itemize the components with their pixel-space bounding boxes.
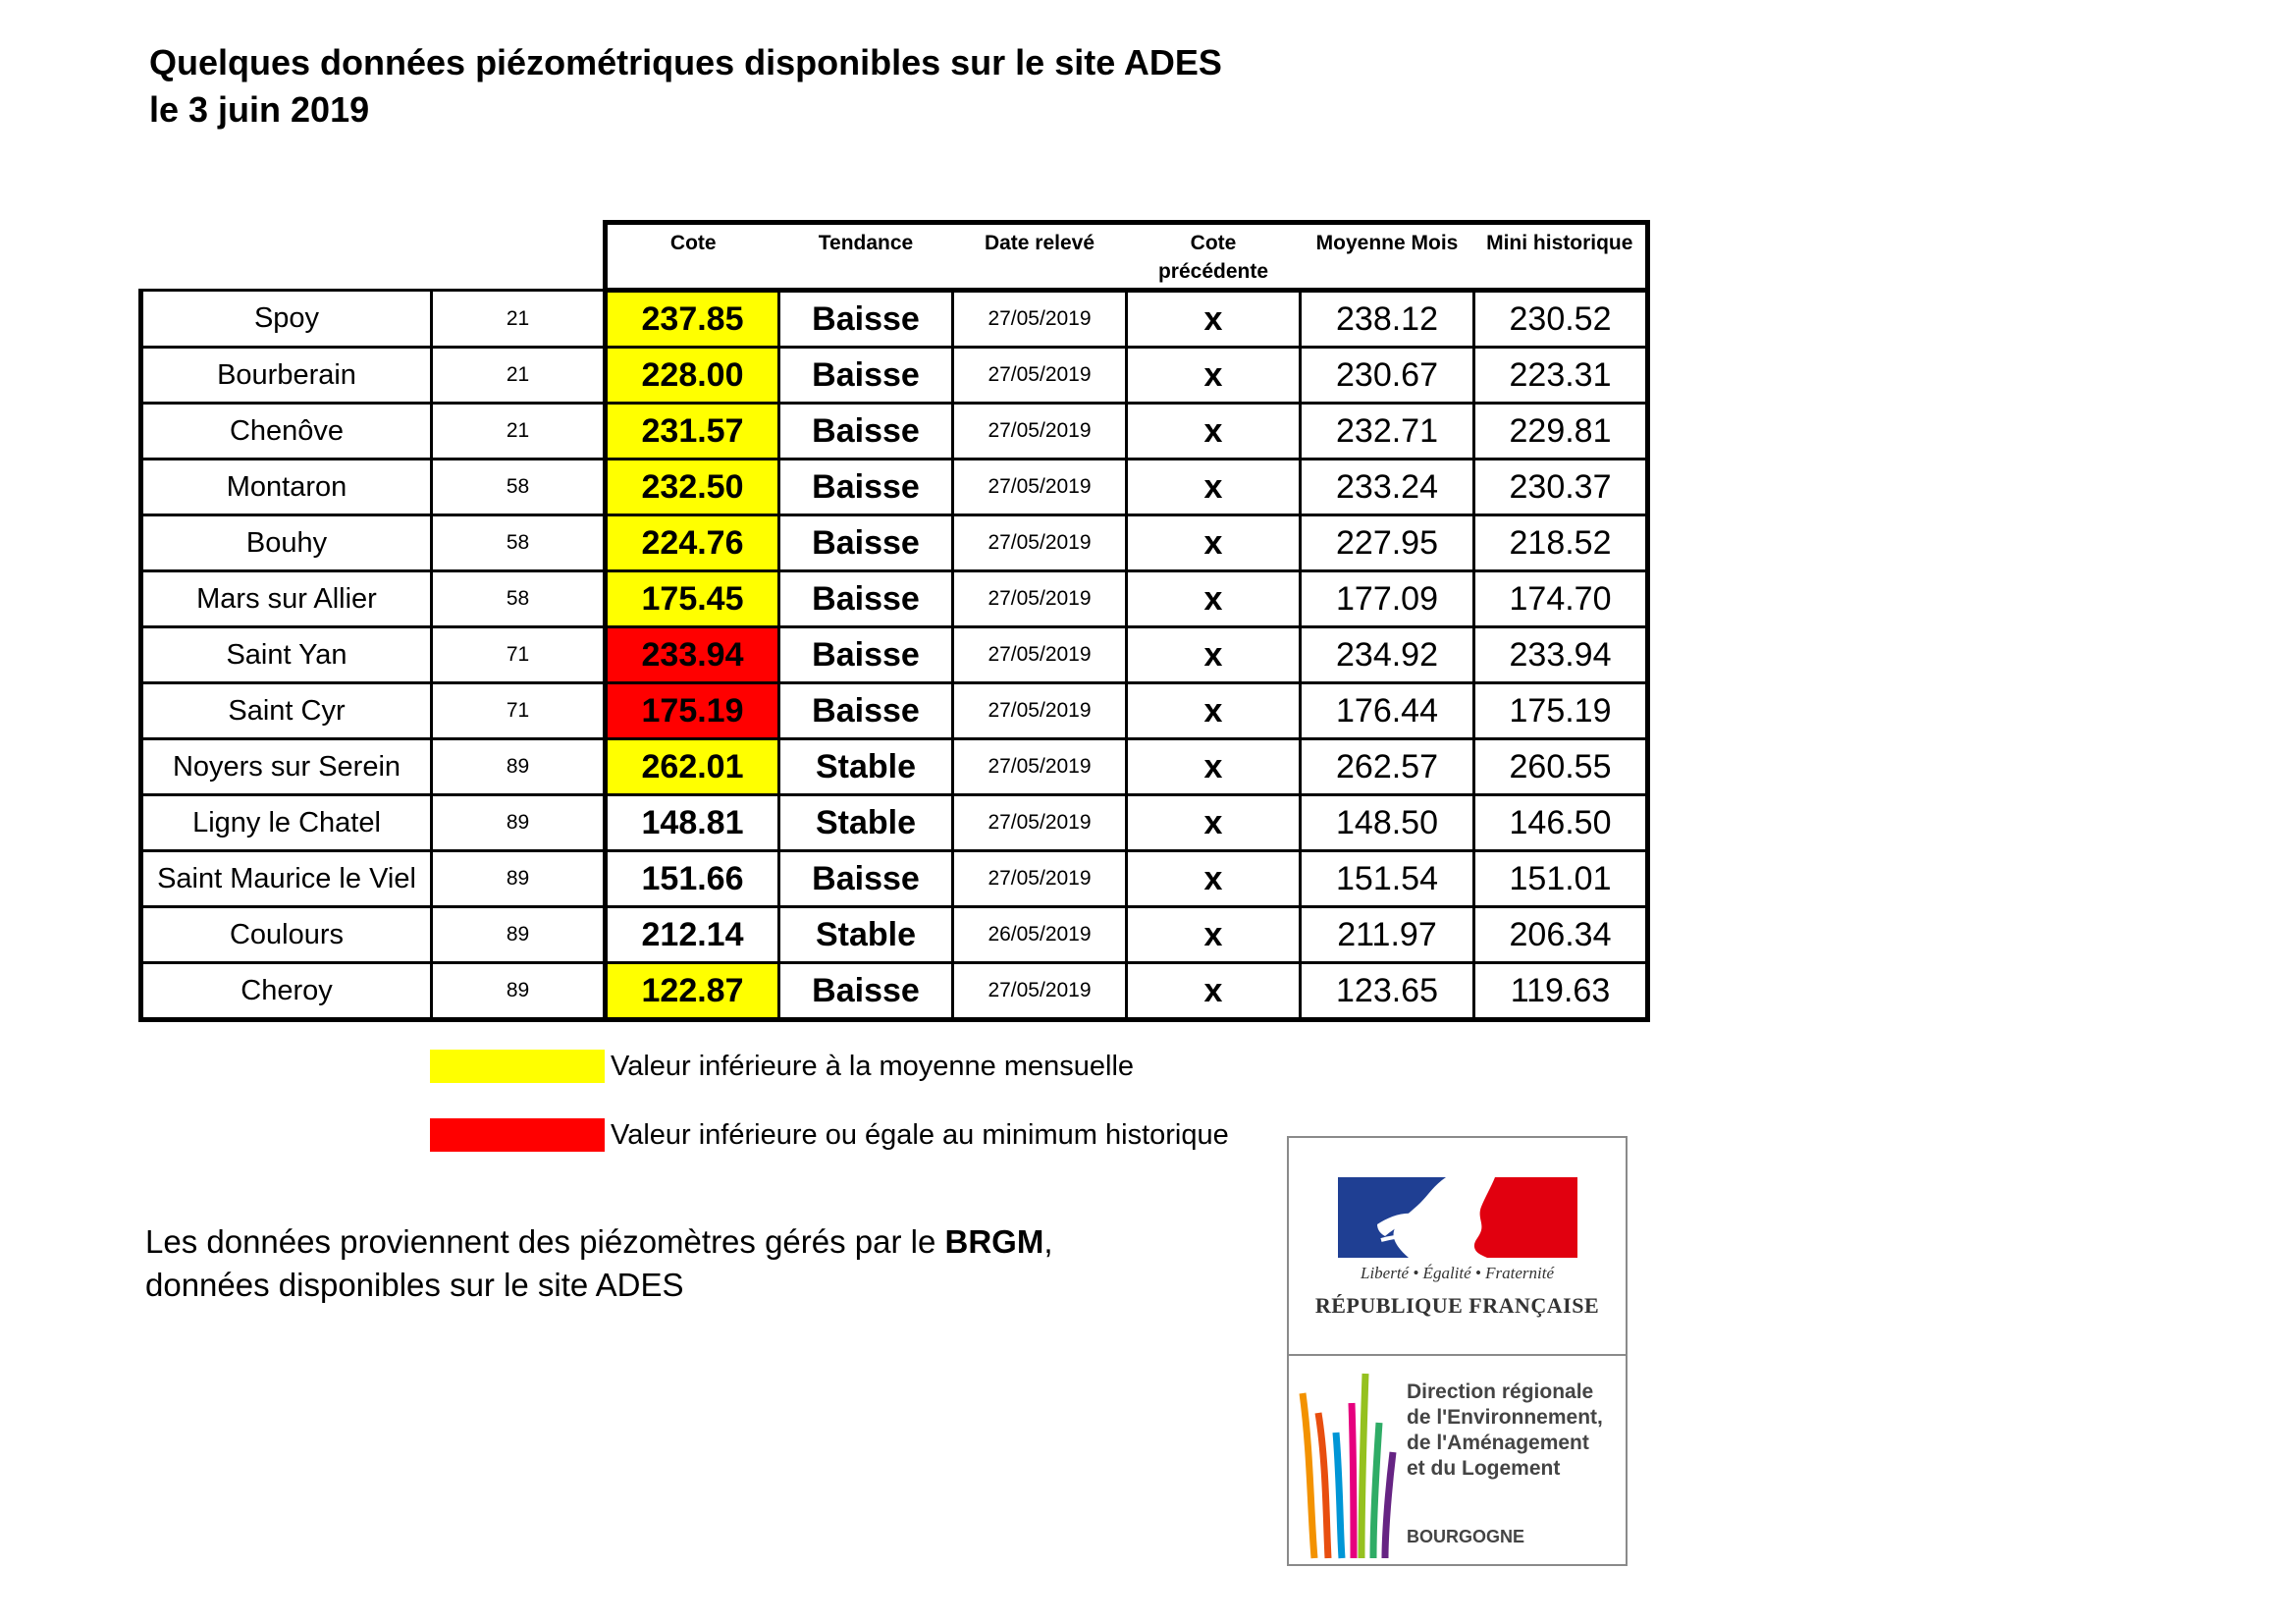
logo-dreal-line-2: de l'Environnement,: [1407, 1406, 1603, 1429]
cell-site: Montaron: [141, 460, 432, 515]
cell-precedente: x: [1127, 515, 1301, 571]
cell-mini: 233.94: [1474, 627, 1648, 683]
table-row: [141, 683, 1648, 739]
cell-date: 27/05/2019: [953, 348, 1127, 404]
source-line-2: données disponibles sur le site ADES: [145, 1267, 684, 1303]
table-row: [141, 907, 1648, 963]
cell-precedente: x: [1127, 627, 1301, 683]
cell-mini: 174.70: [1474, 571, 1648, 627]
logo-dreal-text: [1407, 1380, 1623, 1482]
cell-mini: 230.37: [1474, 460, 1648, 515]
legend-red-swatch: [430, 1118, 605, 1152]
cell-tendance: Baisse: [779, 851, 953, 907]
header-mini-historique: Mini historique: [1474, 223, 1648, 291]
cell-date: 27/05/2019: [953, 404, 1127, 460]
cell-site: Mars sur Allier: [141, 571, 432, 627]
legend-yellow-label: Valeur inférieure à la moyenne mensuelle: [611, 1051, 1135, 1082]
header-cote-precedente-line1: Cote: [1190, 232, 1237, 254]
header-moyenne-mois: Moyenne Mois: [1301, 223, 1474, 291]
cell-precedente: x: [1127, 851, 1301, 907]
cell-site: Spoy: [141, 291, 432, 348]
cell-moyenne: 211.97: [1301, 907, 1474, 963]
cell-cote: 232.50: [606, 460, 779, 515]
cell-dept: 58: [432, 515, 606, 571]
cell-dept: 58: [432, 571, 606, 627]
dreal-bars-icon: [1297, 1364, 1415, 1560]
cell-precedente: x: [1127, 683, 1301, 739]
table-row: [141, 404, 1648, 460]
cell-cote: 237.85: [606, 291, 779, 348]
title-line-2: le 3 juin 2019: [149, 89, 370, 130]
cell-dept: 89: [432, 907, 606, 963]
table-row: [141, 515, 1648, 571]
cell-precedente: x: [1127, 460, 1301, 515]
table-row: [141, 460, 1648, 515]
cell-cote: 224.76: [606, 515, 779, 571]
cell-site: Cheroy: [141, 963, 432, 1020]
table-row: [141, 963, 1648, 1020]
cell-moyenne: 177.09: [1301, 571, 1474, 627]
source-note: [145, 1220, 1053, 1307]
cell-dept: 89: [432, 851, 606, 907]
cell-cote: 175.19: [606, 683, 779, 739]
cell-dept: 21: [432, 348, 606, 404]
cell-precedente: x: [1127, 348, 1301, 404]
cell-precedente: x: [1127, 795, 1301, 851]
cell-tendance: Baisse: [779, 460, 953, 515]
header-cote: Cote: [606, 223, 779, 291]
cell-site: Ligny le Chatel: [141, 795, 432, 851]
cell-site: Bourberain: [141, 348, 432, 404]
cell-date: 27/05/2019: [953, 683, 1127, 739]
cell-moyenne: 176.44: [1301, 683, 1474, 739]
cell-cote: 212.14: [606, 907, 779, 963]
cell-moyenne: 227.95: [1301, 515, 1474, 571]
cell-mini: 119.63: [1474, 963, 1648, 1020]
cell-site: Coulours: [141, 907, 432, 963]
cell-site: Chenôve: [141, 404, 432, 460]
table-row: [141, 627, 1648, 683]
cell-tendance: Baisse: [779, 963, 953, 1020]
table-row: [141, 291, 1648, 348]
header-blank-site: [141, 223, 432, 291]
cell-dept: 58: [432, 460, 606, 515]
cell-date: 27/05/2019: [953, 739, 1127, 795]
logo-dreal-line-1: Direction régionale: [1407, 1380, 1594, 1403]
cell-moyenne: 230.67: [1301, 348, 1474, 404]
cell-mini: 146.50: [1474, 795, 1648, 851]
cell-moyenne: 234.92: [1301, 627, 1474, 683]
cell-tendance: Baisse: [779, 348, 953, 404]
cell-precedente: x: [1127, 571, 1301, 627]
cell-cote: 175.45: [606, 571, 779, 627]
cell-mini: 151.01: [1474, 851, 1648, 907]
cell-precedente: x: [1127, 907, 1301, 963]
cell-dept: 89: [432, 795, 606, 851]
source-line-1-text: Les données proviennent des piézomètres gérés par le: [145, 1223, 945, 1260]
cell-precedente: x: [1127, 291, 1301, 348]
cell-mini: 230.52: [1474, 291, 1648, 348]
cell-moyenne: 233.24: [1301, 460, 1474, 515]
cell-date: 27/05/2019: [953, 515, 1127, 571]
header-cote-precedente-line2: précédente: [1157, 260, 1269, 283]
logo-dreal-line-4: et du Logement: [1407, 1457, 1561, 1480]
cell-date: 27/05/2019: [953, 291, 1127, 348]
marianne-flag-icon: [1338, 1177, 1577, 1258]
cell-site: Saint Maurice le Viel: [141, 851, 432, 907]
logo-dreal-line-3: de l'Aménagement: [1407, 1432, 1589, 1454]
cell-tendance: Baisse: [779, 627, 953, 683]
cell-dept: 89: [432, 739, 606, 795]
source-line-1-end: ,: [1043, 1223, 1053, 1260]
logo-republique: RÉPUBLIQUE FRANÇAISE: [1314, 1293, 1600, 1318]
cell-moyenne: 148.50: [1301, 795, 1474, 851]
header-blank-dept: [432, 223, 606, 291]
cell-site: Bouhy: [141, 515, 432, 571]
cell-tendance: Baisse: [779, 683, 953, 739]
table-row: [141, 851, 1648, 907]
cell-tendance: Stable: [779, 739, 953, 795]
cell-tendance: Baisse: [779, 571, 953, 627]
logo-region: BOURGOGNE: [1407, 1527, 1525, 1546]
source-line-1: [145, 1220, 1053, 1264]
cell-cote: 122.87: [606, 963, 779, 1020]
cell-dept: 71: [432, 627, 606, 683]
header-cote-precedente: [1127, 223, 1301, 291]
republique-logo: [1289, 1138, 1626, 1356]
cell-cote: 262.01: [606, 739, 779, 795]
cell-date: 27/05/2019: [953, 851, 1127, 907]
cell-date: 27/05/2019: [953, 571, 1127, 627]
cell-cote: 228.00: [606, 348, 779, 404]
cell-mini: 223.31: [1474, 348, 1648, 404]
cell-mini: 206.34: [1474, 907, 1648, 963]
cell-site: Noyers sur Serein: [141, 739, 432, 795]
cell-cote: 148.81: [606, 795, 779, 851]
cell-date: 26/05/2019: [953, 907, 1127, 963]
cell-cote: 233.94: [606, 627, 779, 683]
cell-moyenne: 151.54: [1301, 851, 1474, 907]
cell-dept: 71: [432, 683, 606, 739]
cell-mini: 175.19: [1474, 683, 1648, 739]
legend-red-label: Valeur inférieure ou égale au minimum historique: [611, 1119, 1229, 1151]
cell-dept: 89: [432, 963, 606, 1020]
cell-tendance: Stable: [779, 795, 953, 851]
table-row: [141, 739, 1648, 795]
source-brgm: BRGM: [944, 1223, 1044, 1260]
cell-moyenne: 123.65: [1301, 963, 1474, 1020]
page-title: [149, 39, 1222, 134]
cell-site: Saint Cyr: [141, 683, 432, 739]
cell-date: 27/05/2019: [953, 460, 1127, 515]
cell-tendance: Baisse: [779, 515, 953, 571]
table-row: [141, 795, 1648, 851]
cell-moyenne: 238.12: [1301, 291, 1474, 348]
piezometric-data-table: [138, 220, 1650, 1022]
cell-precedente: x: [1127, 404, 1301, 460]
title-line-1: Quelques données piézométriques disponibles sur le site ADES: [149, 42, 1222, 82]
cell-cote: 231.57: [606, 404, 779, 460]
logo-motto: Liberté • Égalité • Fraternité: [1361, 1264, 1554, 1282]
table-row: [141, 571, 1648, 627]
cell-tendance: Baisse: [779, 291, 953, 348]
cell-tendance: Baisse: [779, 404, 953, 460]
header-tendance: Tendance: [779, 223, 953, 291]
cell-dept: 21: [432, 291, 606, 348]
cell-date: 27/05/2019: [953, 627, 1127, 683]
cell-precedente: x: [1127, 739, 1301, 795]
header-date-releve: Date relevé: [953, 223, 1127, 291]
cell-cote: 151.66: [606, 851, 779, 907]
legend-yellow-swatch: [430, 1050, 605, 1083]
cell-mini: 260.55: [1474, 739, 1648, 795]
dreal-logo: [1287, 1136, 1628, 1566]
cell-mini: 229.81: [1474, 404, 1648, 460]
table-header-row: [141, 223, 1648, 291]
cell-moyenne: 232.71: [1301, 404, 1474, 460]
cell-site: Saint Yan: [141, 627, 432, 683]
cell-date: 27/05/2019: [953, 795, 1127, 851]
cell-tendance: Stable: [779, 907, 953, 963]
table-body: [141, 291, 1648, 1020]
cell-precedente: x: [1127, 963, 1301, 1020]
cell-moyenne: 262.57: [1301, 739, 1474, 795]
cell-dept: 21: [432, 404, 606, 460]
cell-mini: 218.52: [1474, 515, 1648, 571]
cell-date: 27/05/2019: [953, 963, 1127, 1020]
table-row: [141, 348, 1648, 404]
